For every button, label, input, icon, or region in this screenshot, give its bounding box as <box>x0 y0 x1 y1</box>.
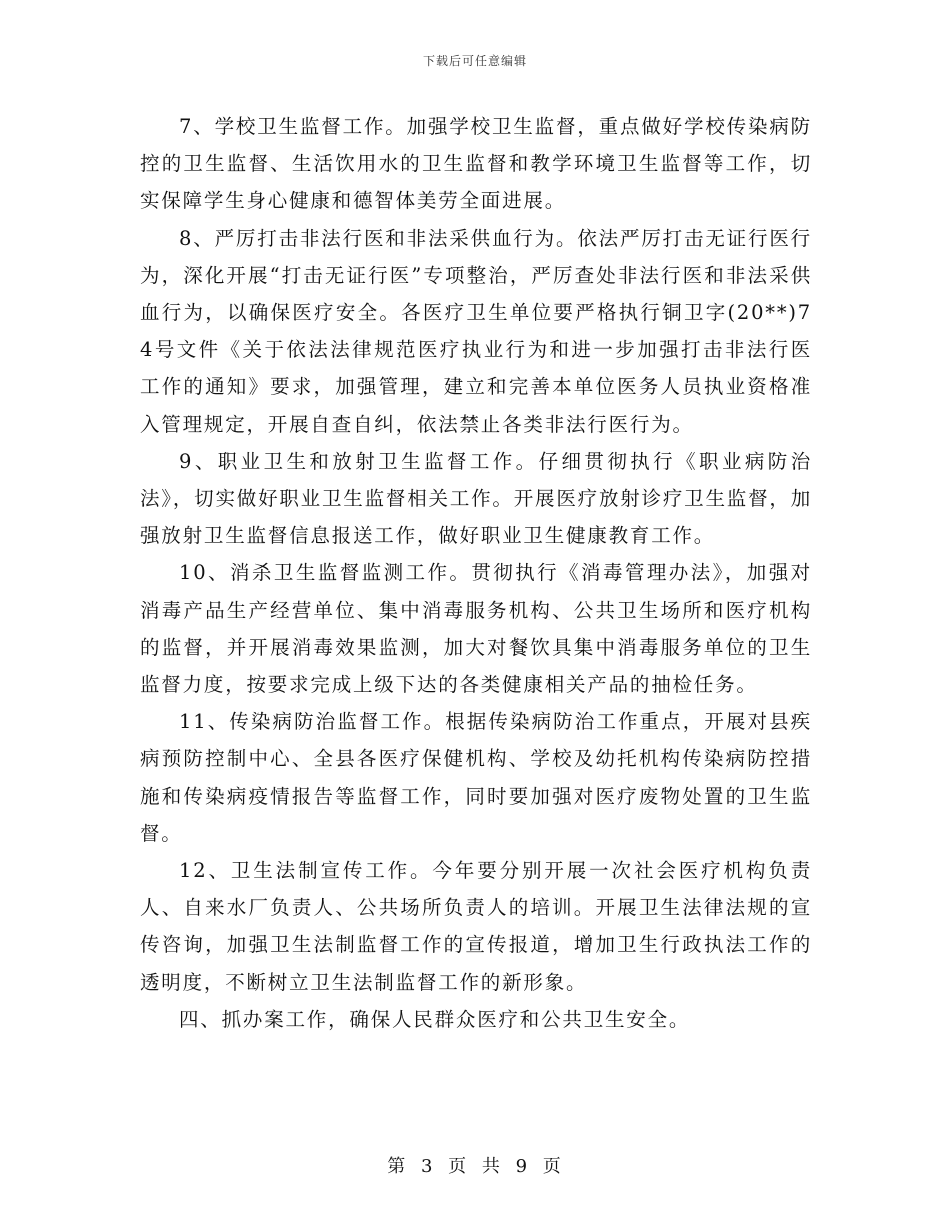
paragraph-item-11: 11、传染病防治监督工作。根据传染病防治工作重点，开展对县疾病预防控制中心、全县各医疗保健机构、学校及幼托机构传染病防控措施和传染病疫情报告等监督工作，同时要加强对医疗废物处置的卫生监督。 <box>140 710 812 845</box>
paragraph-item-12: 12、卫生法制宣传工作。今年要分别开展一次社会医疗机构负责人、自来水厂负责人、公共场所负责人的培训。开展卫生法律法规的宣传咨询，加强卫生法制监督工作的宣传报道，增加卫生行政执法工作的透明度，不断树立卫生法制监督工作的新形象。 <box>140 859 812 994</box>
paragraph-item-8: 8、严厉打击非法行医和非法采供血行为。依法严厉打击无证行医行为，深化开展“打击无证行医”专项整治，严厉查处非法行医和非法采供血行为，以确保医疗安全。各医疗卫生单位要严格执行铜卫字(20**)74号文件《关于依法法律规范医疗执业行为和进一步加强打击非法行医工作的通知》要求，加强管理，建立和完善本单位医务人员执业资格准入管理规定，开展自查自纠，依法禁止各类非法行医行为。 <box>140 226 812 436</box>
paragraph-item-9: 9、职业卫生和放射卫生监督工作。仔细贯彻执行《职业病防治法》，切实做好职业卫生监督相关工作。开展医疗放射诊疗卫生监督，加强放射卫生监督信息报送工作，做好职业卫生健康教育工作。 <box>140 449 812 548</box>
page-number: 第 3 页 共 9 页 <box>387 1156 563 1177</box>
document-body <box>140 108 812 1038</box>
section-heading-4: 四、抓办案工作，确保人民群众医疗和公共卫生安全。 <box>179 1007 691 1031</box>
paragraph-item-10: 10、消杀卫生监督监测工作。贯彻执行《消毒管理办法》，加强对消毒产品生产经营单位、集中消毒服务机构、公共卫生场所和医疗机构的监督，并开展消毒效果监测，加大对餐饮具集中消毒服务单位的卫生监督力度，按要求完成上级下达的各类健康相关产品的抽检任务。 <box>140 561 812 697</box>
page-header: 下载后可任意编辑 <box>422 54 527 68</box>
paragraph-item-7: 7、学校卫生监督工作。加强学校卫生监督，重点做好学校传染病防控的卫生监督、生活饮用水的卫生监督和教学环境卫生监督等工作，切实保障学生身心健康和德智体美劳全面进展。 <box>140 115 812 213</box>
